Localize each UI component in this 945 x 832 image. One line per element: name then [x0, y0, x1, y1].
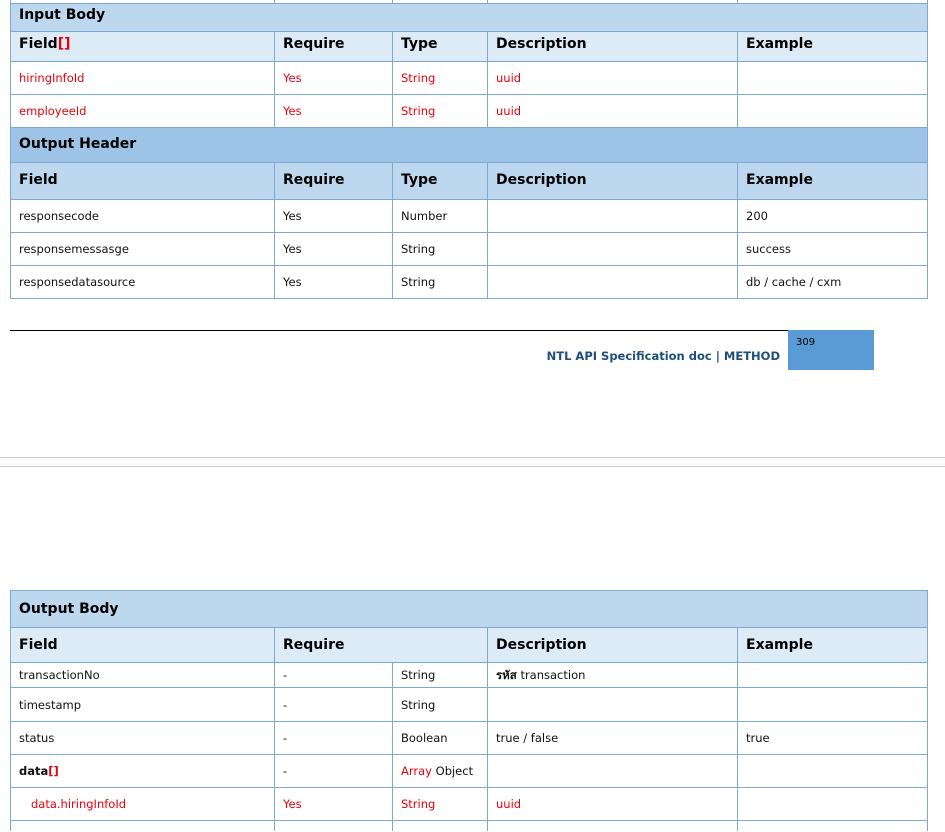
header-example: Example	[738, 628, 928, 663]
cell-description: uuid	[488, 788, 738, 821]
cell-require: Yes	[275, 788, 393, 821]
output-body-section-row	[11, 591, 928, 628]
output-body-header-row	[11, 628, 928, 663]
cell-type	[393, 755, 488, 788]
header-field: Field	[11, 628, 275, 663]
type-object: Object	[435, 764, 474, 778]
table-row	[11, 788, 928, 821]
cell-example	[738, 755, 928, 788]
table-row	[11, 755, 928, 788]
cell-description: uuid	[488, 94, 738, 127]
header-example: Example	[738, 162, 928, 199]
table-row	[11, 688, 928, 722]
header-field	[11, 31, 275, 61]
cell-require: -	[275, 688, 393, 722]
table-row	[11, 232, 928, 265]
output-body-table	[10, 590, 928, 831]
header-description: Description	[488, 162, 738, 199]
cell-require: -	[275, 663, 393, 688]
header-field-array-marker: []	[57, 35, 71, 52]
table-row	[11, 94, 928, 127]
table-row	[11, 265, 928, 298]
table-row	[11, 663, 928, 688]
cell-field: data.hiringInfoId	[11, 788, 275, 821]
cell-type: Number	[393, 199, 488, 232]
header-require: Require	[275, 628, 488, 663]
cell-description	[488, 232, 738, 265]
cell-require: -	[275, 755, 393, 788]
cell-field: hiringInfoId	[11, 61, 275, 94]
cell-example: 200	[738, 199, 928, 232]
cell-field: transactionNo	[11, 663, 275, 688]
type-array: Array	[401, 764, 432, 778]
header-field-label: Field	[19, 35, 58, 52]
cell-example	[738, 61, 928, 94]
cell-require: Yes	[275, 232, 393, 265]
cell-type: String	[393, 94, 488, 127]
cell-type: String	[393, 61, 488, 94]
page-number: 309	[796, 337, 816, 348]
table-row	[11, 61, 928, 94]
header-type: Type	[393, 162, 488, 199]
header-require: Require	[275, 162, 393, 199]
field-array-marker: []	[48, 764, 59, 778]
cell-type: String	[393, 265, 488, 298]
cell-example: true	[738, 722, 928, 755]
cell-require: Yes	[275, 265, 393, 298]
cell-description	[488, 663, 738, 688]
input-body-title: Input Body	[11, 3, 928, 31]
input-body-section-row	[11, 3, 928, 31]
cell-example	[738, 663, 928, 688]
table-row	[11, 722, 928, 755]
cell-field: responsedatasource	[11, 265, 275, 298]
cut-cell	[738, 821, 928, 831]
cell-description	[488, 199, 738, 232]
cell-description	[488, 265, 738, 298]
cell-field: responsemessasge	[11, 232, 275, 265]
cut-cell	[488, 821, 738, 831]
header-require: Require	[275, 31, 393, 61]
cell-field: status	[11, 722, 275, 755]
output-header-header-row	[11, 162, 928, 199]
cut-cell	[393, 821, 488, 831]
cut-off-row	[11, 821, 928, 831]
description-thai-label: รหัส	[496, 668, 517, 682]
output-header-title: Output Header	[11, 127, 928, 162]
cell-type: String	[393, 688, 488, 722]
page-break	[0, 457, 945, 467]
cell-field: responsecode	[11, 199, 275, 232]
cell-example	[738, 788, 928, 821]
cell-field: employeeId	[11, 94, 275, 127]
cell-description	[488, 755, 738, 788]
cell-type: Boolean	[393, 722, 488, 755]
cell-require: Yes	[275, 61, 393, 94]
cell-example	[738, 94, 928, 127]
cell-description: uuid	[488, 61, 738, 94]
cell-type: String	[393, 232, 488, 265]
cell-field	[11, 755, 275, 788]
cell-require: Yes	[275, 199, 393, 232]
cell-require: -	[275, 722, 393, 755]
footer-doc-title: NTL API Specification doc | METHOD	[546, 349, 780, 363]
header-description: Description	[488, 31, 738, 61]
description-text: transaction	[520, 668, 586, 682]
header-description: Description	[488, 628, 738, 663]
cell-type: String	[393, 663, 488, 688]
footer-rule	[10, 330, 788, 331]
table-row	[11, 199, 928, 232]
field-name: data	[19, 764, 49, 778]
cell-field: timestamp	[11, 688, 275, 722]
header-field: Field	[11, 162, 275, 199]
cell-example	[738, 688, 928, 722]
header-example: Example	[738, 31, 928, 61]
header-type: Type	[393, 31, 488, 61]
cell-example: db / cache / cxm	[738, 265, 928, 298]
cell-description	[488, 688, 738, 722]
output-body-title: Output Body	[11, 591, 928, 628]
cell-require: Yes	[275, 94, 393, 127]
input-body-header-row	[11, 31, 928, 61]
cell-example: success	[738, 232, 928, 265]
cell-type: String	[393, 788, 488, 821]
page-number-box	[788, 330, 874, 370]
input-output-header-table	[10, 0, 928, 299]
cell-description: true / false	[488, 722, 738, 755]
cut-cell	[275, 821, 393, 831]
output-header-section-row	[11, 127, 928, 162]
cut-cell	[11, 821, 275, 831]
